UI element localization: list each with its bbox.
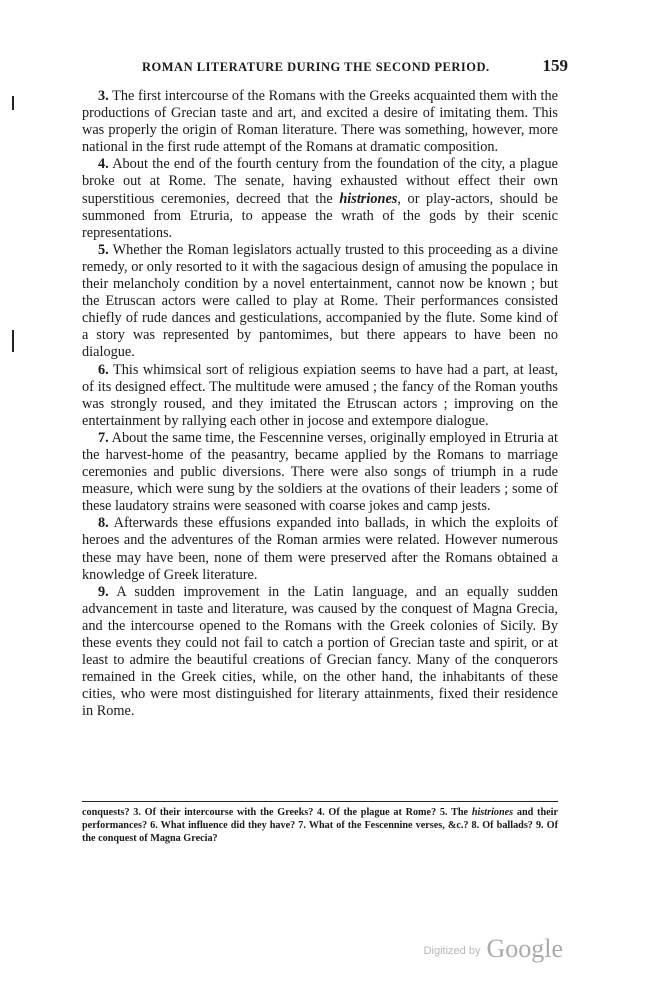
paragraph-6 xyxy=(82,362,558,430)
paragraph-text: A sudden improvement in the Latin language, and an equally sudden advancement in taste and literature, was caused by the conquest of Magna Grecia, and the intercourse opened to the Romans with the Greek colonies of Sicily. By these events they could not fail to catch a portion of Grecian taste and spirit, or at least to admire the beautiful creations of Grecian fancy. Many of the conquerors remained in the Greek cities, while, on the other hand, the inhabitants of these cities, who were most distinguished for literary attainments, fixed their residence in Rome. xyxy=(82,583,558,720)
italic-term: histriones xyxy=(471,807,514,818)
paragraph-text: , or play-actors, should be summoned from Etruria, to appease the wrath of the gods by their scenic representations. xyxy=(82,190,558,241)
paragraph-number: 6. xyxy=(98,361,109,378)
paragraph-text: Afterwards these effusions expanded into ballads, in which the exploits of heroes and the adventures of the Roman armies were related. However numerous these may have been, none of them were preserved after the Romans obtained a knowledge of Greek literature. xyxy=(82,515,558,583)
left-margin-mark xyxy=(12,96,14,110)
page-header xyxy=(90,56,568,80)
paragraph-7 xyxy=(82,430,558,515)
footnotes xyxy=(82,806,558,846)
paragraph-text: Whether the Roman legislators actually trusted to this proceeding as a divine remedy, or only resorted to it with the sagacious design of amusing the populace in their melancholy condition by a novel entertainment, cannot now be known ; but the Etruscan actors were called to play at Rome. Their performances consisted chiefly of rude dances and gesticulations, accompanied by the flute. Some kind of a story was represented by pantomimes, but there appears to have been no dialogue. xyxy=(82,241,558,361)
left-margin-mark xyxy=(12,330,14,352)
paragraph-number: 7. xyxy=(98,429,109,446)
paragraph-9 xyxy=(82,584,558,721)
google-logo: Google xyxy=(486,934,563,963)
footnote-text: and their performances? 6. What influence did they have? 7. What of the Fescennine verses, &c.? 8. Of ballads? 9. Of the conquest of Magna Grecia? xyxy=(82,807,558,845)
footnote-text: conquests? 3. Of their intercourse with the Greeks? 4. Of the plague at Rome? 5. The xyxy=(82,807,472,818)
paragraph-text: The first intercourse of the Romans with the Greeks acquainted them with the productions of Grecian taste and art, and excited a desire of imitating them. This was properly the origin of Roman literature. There was something, however, more national in the first rude attempt of the Romans at dramatic composition. xyxy=(82,88,558,156)
body-text xyxy=(82,88,558,720)
paragraph-text: About the end of the fourth century from the foundation of the city, a plague broke out at Rome. The senate, having exhausted without effect their own superstitious ceremonies, decreed that the xyxy=(82,156,558,207)
paragraph-number: 4. xyxy=(98,156,109,173)
paragraph-text: About the same time, the Fescennine verses, originally employed in Etruria at the harvest-home of the peasantry, became applied by the Romans to marriage ceremonies and public diversions. There were also songs of triumph in a rude measure, which were sung by the soldiers at the ovations of their leaders ; some of these laudatory strains were seasoned with coarse jokes and camp jests. xyxy=(82,429,558,515)
paragraph-number: 5. xyxy=(98,241,109,258)
paragraph-5 xyxy=(82,242,558,362)
watermark-prefix: Digitized by xyxy=(423,945,481,957)
footnote-divider xyxy=(82,801,558,802)
paragraph-number: 8. xyxy=(98,515,109,532)
italic-term: histriones xyxy=(339,190,398,207)
digitized-watermark xyxy=(424,934,563,964)
page-number: 159 xyxy=(542,56,568,75)
paragraph-text: This whimsical sort of religious expiation seems to have had a part, at least, of its designed effect. The multitude were amused ; the fancy of the Roman youths was strongly roused, and they imitated the Etruscan actors ; improving on the entertainment by rallying each other in jocose and extempore dialogue. xyxy=(82,361,558,429)
paragraph-8 xyxy=(82,515,558,583)
paragraph-number: 9. xyxy=(98,583,109,600)
paragraph-4 xyxy=(82,156,558,241)
running-title: ROMAN LITERATURE DURING THE SECOND PERIOD. xyxy=(142,60,490,74)
paragraph-3 xyxy=(82,88,558,156)
paragraph-number: 3. xyxy=(98,88,109,104)
